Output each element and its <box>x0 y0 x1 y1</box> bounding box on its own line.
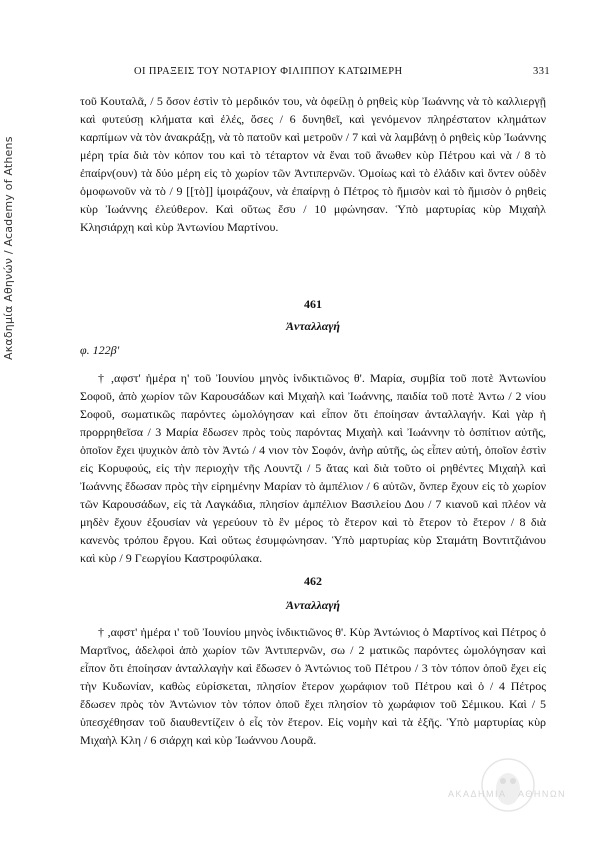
document-461-body <box>80 369 546 567</box>
continuation-text: τοῦ Κουταλᾶ, / 5 ὅσον ἐστὶν τὸ μερδικόν του, νὰ ὀφείλῃ ὁ ρηθεὶς κὺρ Ἰωάννης νὰ τὸ καλλιεργῇ καὶ φυτεύσῃ κλήματα καὶ ἐλές, ὅσες / 6 δυνηθεῖ, καὶ γενόμενον πληρέστατον κλημάτων καρπίμων νὰ τὸν ἀνακράξῃ, νὰ τὸ πατοῦν καὶ μετροῦν / 7 καὶ νὰ λαμβάνῃ ὁ ρηθεὶς κὺρ Ἰωάννης μέρη τρία διὰ τὸν κόπον του καὶ τὸ τέταρτον νὰ ἔναι τοῦ ἄνωθεν κὺρ Πέτρου καὶ νὰ / 8 τὸ ἐπαίρν(ουν) τὰ δύο μέρη εἰς τὸ χωρίον τῶν Ἀντιπερνῶν. Ὁμοίως καὶ τὸ ἐλάδιν καὶ ὄντεν οὐδὲν ὁμοφωνοῦν νὰ τὸ / 9 [[τὸ]] ἰμοιράζουν, νὰ ἐπαίρνῃ ὁ Πέτρος τὸ ἥμισὸν καὶ τὸ ἥμισὸν ὁ ρηθεὶς κὺρ Ἰωάννης ἐλεύθερον. Καὶ οὕτως ἔσυ / 10 μφώνησαν. Ὑπὸ μαρτυρίας κὺρ Μιχαὴλ Κλησιάρχη καὶ κὺρ Ἀντωνίου Μαρτίνου. <box>80 94 546 234</box>
document-number-461: 461 <box>304 297 322 311</box>
continuation-paragraph <box>80 92 546 236</box>
document-type-461: Ἀνταλλαγή <box>286 319 340 333</box>
document-461-text: † ,αφστ' ἡμέρα η' τοῦ Ἰουνίου μηνὸς ἰνδικτιῶνος θ'. Μαρία, συμβία τοῦ ποτὲ Ἀντωνίου Σοφοῦ, ἀπὸ χωρίον τῶν Καρουσάδων καὶ Μιχαὴλ καὶ Ἰωάννης, παιδία τοῦ ποτὲ Ἀντω / 2 νίου Σοφοῦ, σωματικῶς παρόντες ὡμολόγησαν καὶ εἶπον ὅτι ἐποίησαν ἀνταλλαγήν. Καὶ γὰρ ἡ προρρηθεῖσα / 3 Μαρία ἔδωσεν πρὸς τοὺς παρόντας Μιχαὴλ καὶ Ἰωάννην τὸ ὀσπίτιον αὐτῆς, ὁποῖον ἔχει ψυχικὸν ἀπὸ τὸν Ἀντώ / 4 νιον τὸν Σοφόν, ἀνὴρ αὐτῆς, ὡς εἶπεν αὐτή, ὁποῖον ἐστὶν εἰς Κορυφούς, εἰς τὴν περιοχὴν τῆς Λουντζι / 5 ἄτας καὶ διὰ τοῦτο οἱ ρηθέντες Μιχαὴλ καὶ Ἰωάννης ἔδωσαν πρὸς τὴν εἰρημένην Μαρίαν τὸ ἀμπέλιον / 6 αὐτῶν, ὅνπερ ἔχουν εἰς τὸ χωρίον τῶν Καρουσάδων, εἰς τὰ Λαγκάδια, πλησίον ἀμπέλιον Βασιλείου Δου / 7 κιανοῦ καὶ πλέον νὰ μηδὲν ἔχουν ἐξουσίαν νὰ γερεύουν τὸ ἓν μέρος τὸ ἕτερον καὶ τὸ ἕτερον τὸ ἕτερον / 8 διὰ κανενὸς τρόπου ἔργου. Καὶ οὕτως ἐσυμφώνησαν. Ὑπὸ μαρτυρίας κὺρ Σταμάτη Βοντιτζιάνου καὶ κὺρ / 9 Γεωργίου Καστροφύλακα. <box>80 371 546 565</box>
running-title: ΟΙ ΠΡΑΞΕΙΣ ΤΟΥ ΝΟΤΑΡΙΟΥ ΦΙΛΙΠΠΟΥ ΚΑΤΩΙΜΕΡΗ <box>134 66 403 77</box>
document-462-text: † ,αφστ' ἡμέρα ι' τοῦ Ἰουνίου μηνὸς ἰνδικτιῶνος θ'. Κὺρ Ἀντώνιος ὁ Μαρτίνος καὶ Πέτρος ὁ Μαρτῖνος, ἀδελφοὶ ἀπὸ χωρίον τῶν Ἀντιπερνῶν, σω / 2 ματικῶς παρόντες ὡμολόγησαν καὶ εἶπον ὅτι ἐποίησαν ἀνταλλαγὴν καὶ ἔδωσεν ὁ Ἀντώνιος τοῦ Πέτρου / 3 τὸν τόπον ὁποῦ ἔχει εἰς τὴν Κυδωνίαν, καθὼς εὑρίσκεται, πλησίον ἕτερον χωράφιον τοῦ Πέτρου καὶ ὁ / 4 Πέτρος ἔδωσεν πρὸς τὸν Ἀντώνιον τὸν τόπον ὁποῦ ἔχει πλησίον τὸ χωράφιον τοῦ Σέμικου. Καὶ / 5 ὑπεσχέθησαν τοῦ διαυθεντίζειν ὁ εἷς τὸν ἕτερον. Εἰς νομὴν καὶ τὰ ἑξῆς. Ὑπὸ μαρτυρίας κὺρ Μιχαὴλ Κλη / 6 σιάρχη καὶ κὺρ Ἰωάννου Λουρᾶ. <box>80 625 546 747</box>
archive-side-watermark: Ακαδημία Αθηνών / Academy of Athens <box>2 136 15 360</box>
watermark-text-left: ΑΚΑΔΗΜΙΑ <box>448 789 507 799</box>
document-number-462: 462 <box>304 574 322 588</box>
folio-reference: φ. 122β' <box>80 343 120 357</box>
running-header <box>80 66 550 84</box>
page-number: 331 <box>533 66 550 77</box>
academy-seal-watermark <box>448 755 568 835</box>
watermark-text-right: ΑΘΗΝΩΝ <box>518 789 567 799</box>
document-462-body <box>80 623 546 749</box>
document-type-462: Ἀνταλλαγή <box>286 598 340 612</box>
